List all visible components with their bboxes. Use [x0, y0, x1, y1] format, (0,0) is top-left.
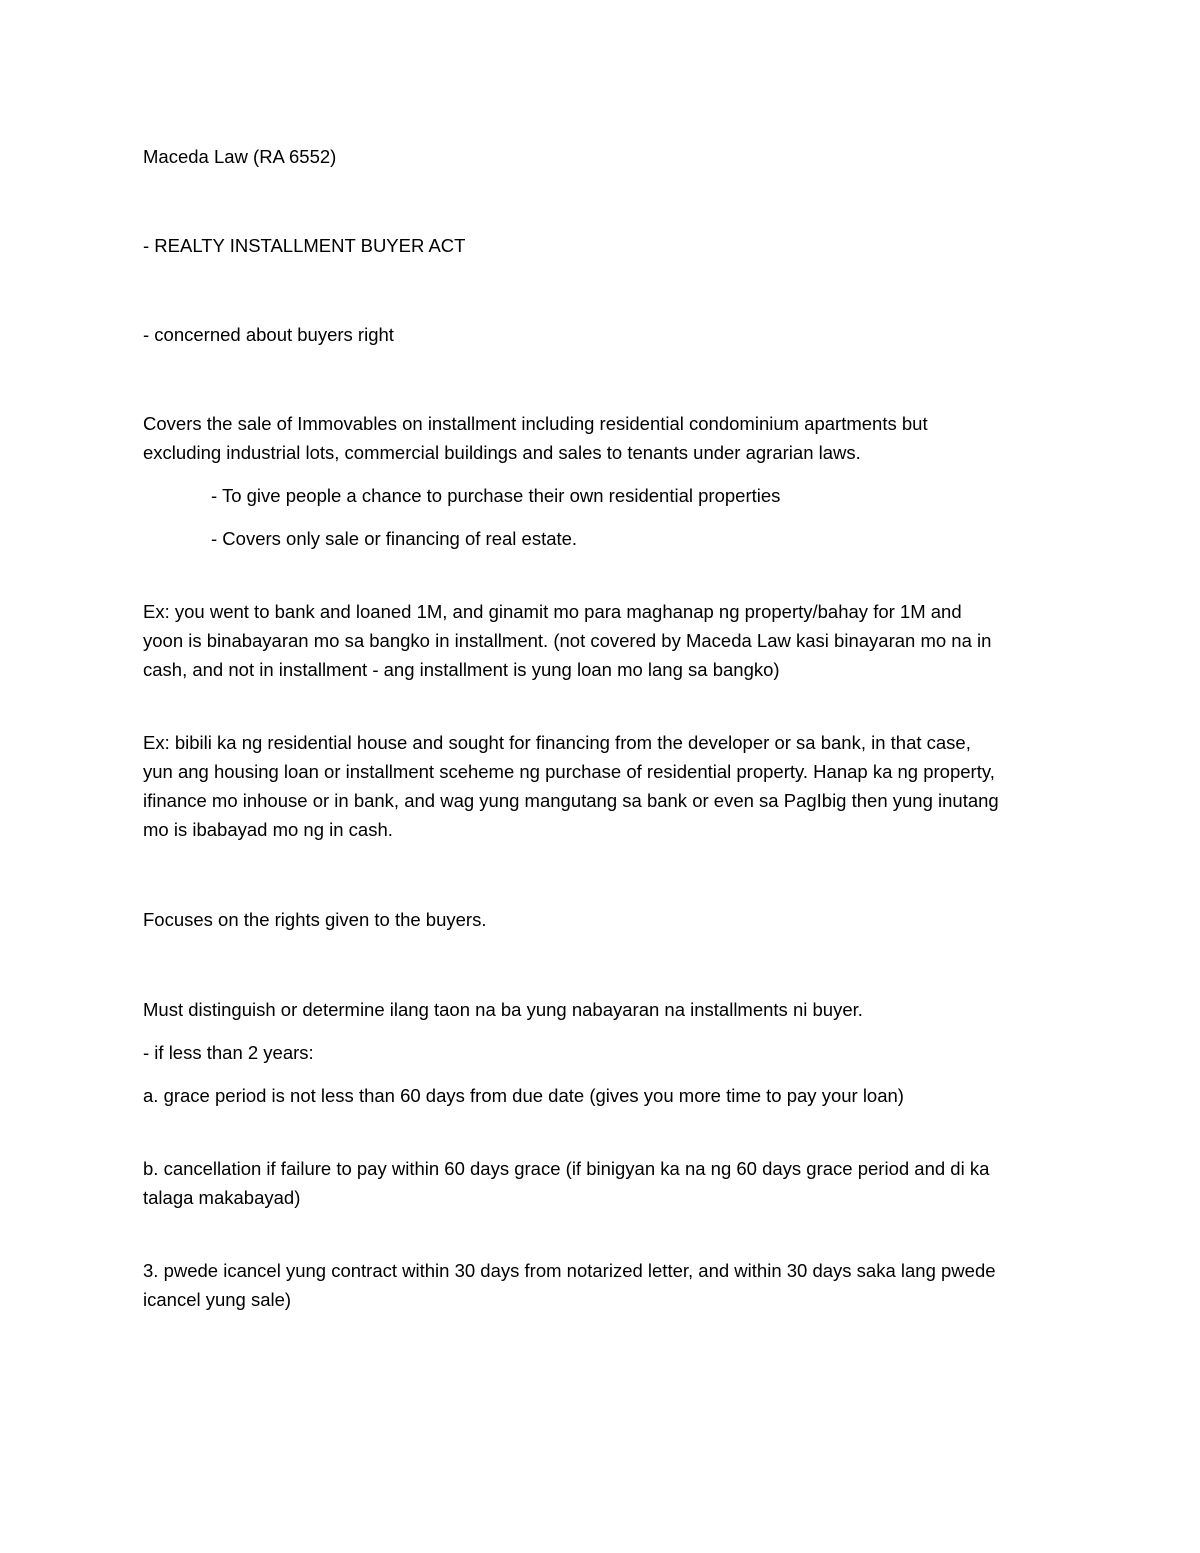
list-item-line: 3. pwede icancel yung contract within 30 days from notarized letter, and within 30 days saka lang pwede [143, 1260, 996, 1281]
example-two-paragraph [143, 728, 1063, 844]
list-item-line: talaga makabayad) [143, 1187, 301, 1208]
document-body [143, 142, 1063, 1314]
example-line: Ex: bibili ka ng residential house and sought for financing from the developer or sa bank, in that case, [143, 732, 971, 753]
purpose-bullet: - To give people a chance to purchase their own residential properties [211, 485, 781, 506]
list-item-line: icancel yung sale) [143, 1289, 292, 1310]
coverage-line: excluding industrial lots, commercial buildings and sales to tenants under agrarian laws. [143, 442, 861, 463]
focus-statement: Focuses on the rights given to the buyers. [143, 909, 487, 930]
list-item-b [143, 1154, 1063, 1212]
example-one-paragraph [143, 597, 1063, 684]
list-item-3 [143, 1256, 1063, 1314]
example-line: mo is ibabayad mo ng in cash. [143, 819, 393, 840]
scope-bullet: - Covers only sale or financing of real estate. [211, 528, 578, 549]
list-item-line: b. cancellation if failure to pay within 60 days grace (if binigyan ka na ng 60 days grace period and di ka [143, 1158, 990, 1179]
condition-note: - if less than 2 years: [143, 1042, 314, 1063]
coverage-paragraph [143, 409, 1063, 467]
example-line: Ex: you went to bank and loaned 1M, and ginamit mo para maghanap ng property/bahay for 1M and [143, 601, 962, 622]
coverage-line: Covers the sale of Immovables on installment including residential condominium apartments but [143, 413, 928, 434]
document-title: Maceda Law (RA 6552) [143, 146, 337, 167]
act-name: - REALTY INSTALLMENT BUYER ACT [143, 235, 466, 256]
distinguish-statement: Must distinguish or determine ilang taon na ba yung nabayaran na installments ni buyer. [143, 999, 863, 1020]
example-line: yoon is binabayaran mo sa bangko in installment. (not covered by Maceda Law kasi binayaran mo na in [143, 630, 992, 651]
concern-note: - concerned about buyers right [143, 324, 394, 345]
example-line: ifinance mo inhouse or in bank, and wag yung mangutang sa bank or even sa PagIbig then yung inutang [143, 790, 999, 811]
example-line: yun ang housing loan or installment sceheme ng purchase of residential property. Hanap ka ng property, [143, 761, 995, 782]
example-line: cash, and not in installment - ang installment is yung loan mo lang sa bangko) [143, 659, 780, 680]
list-item-a: a. grace period is not less than 60 days from due date (gives you more time to pay your loan) [143, 1085, 904, 1106]
